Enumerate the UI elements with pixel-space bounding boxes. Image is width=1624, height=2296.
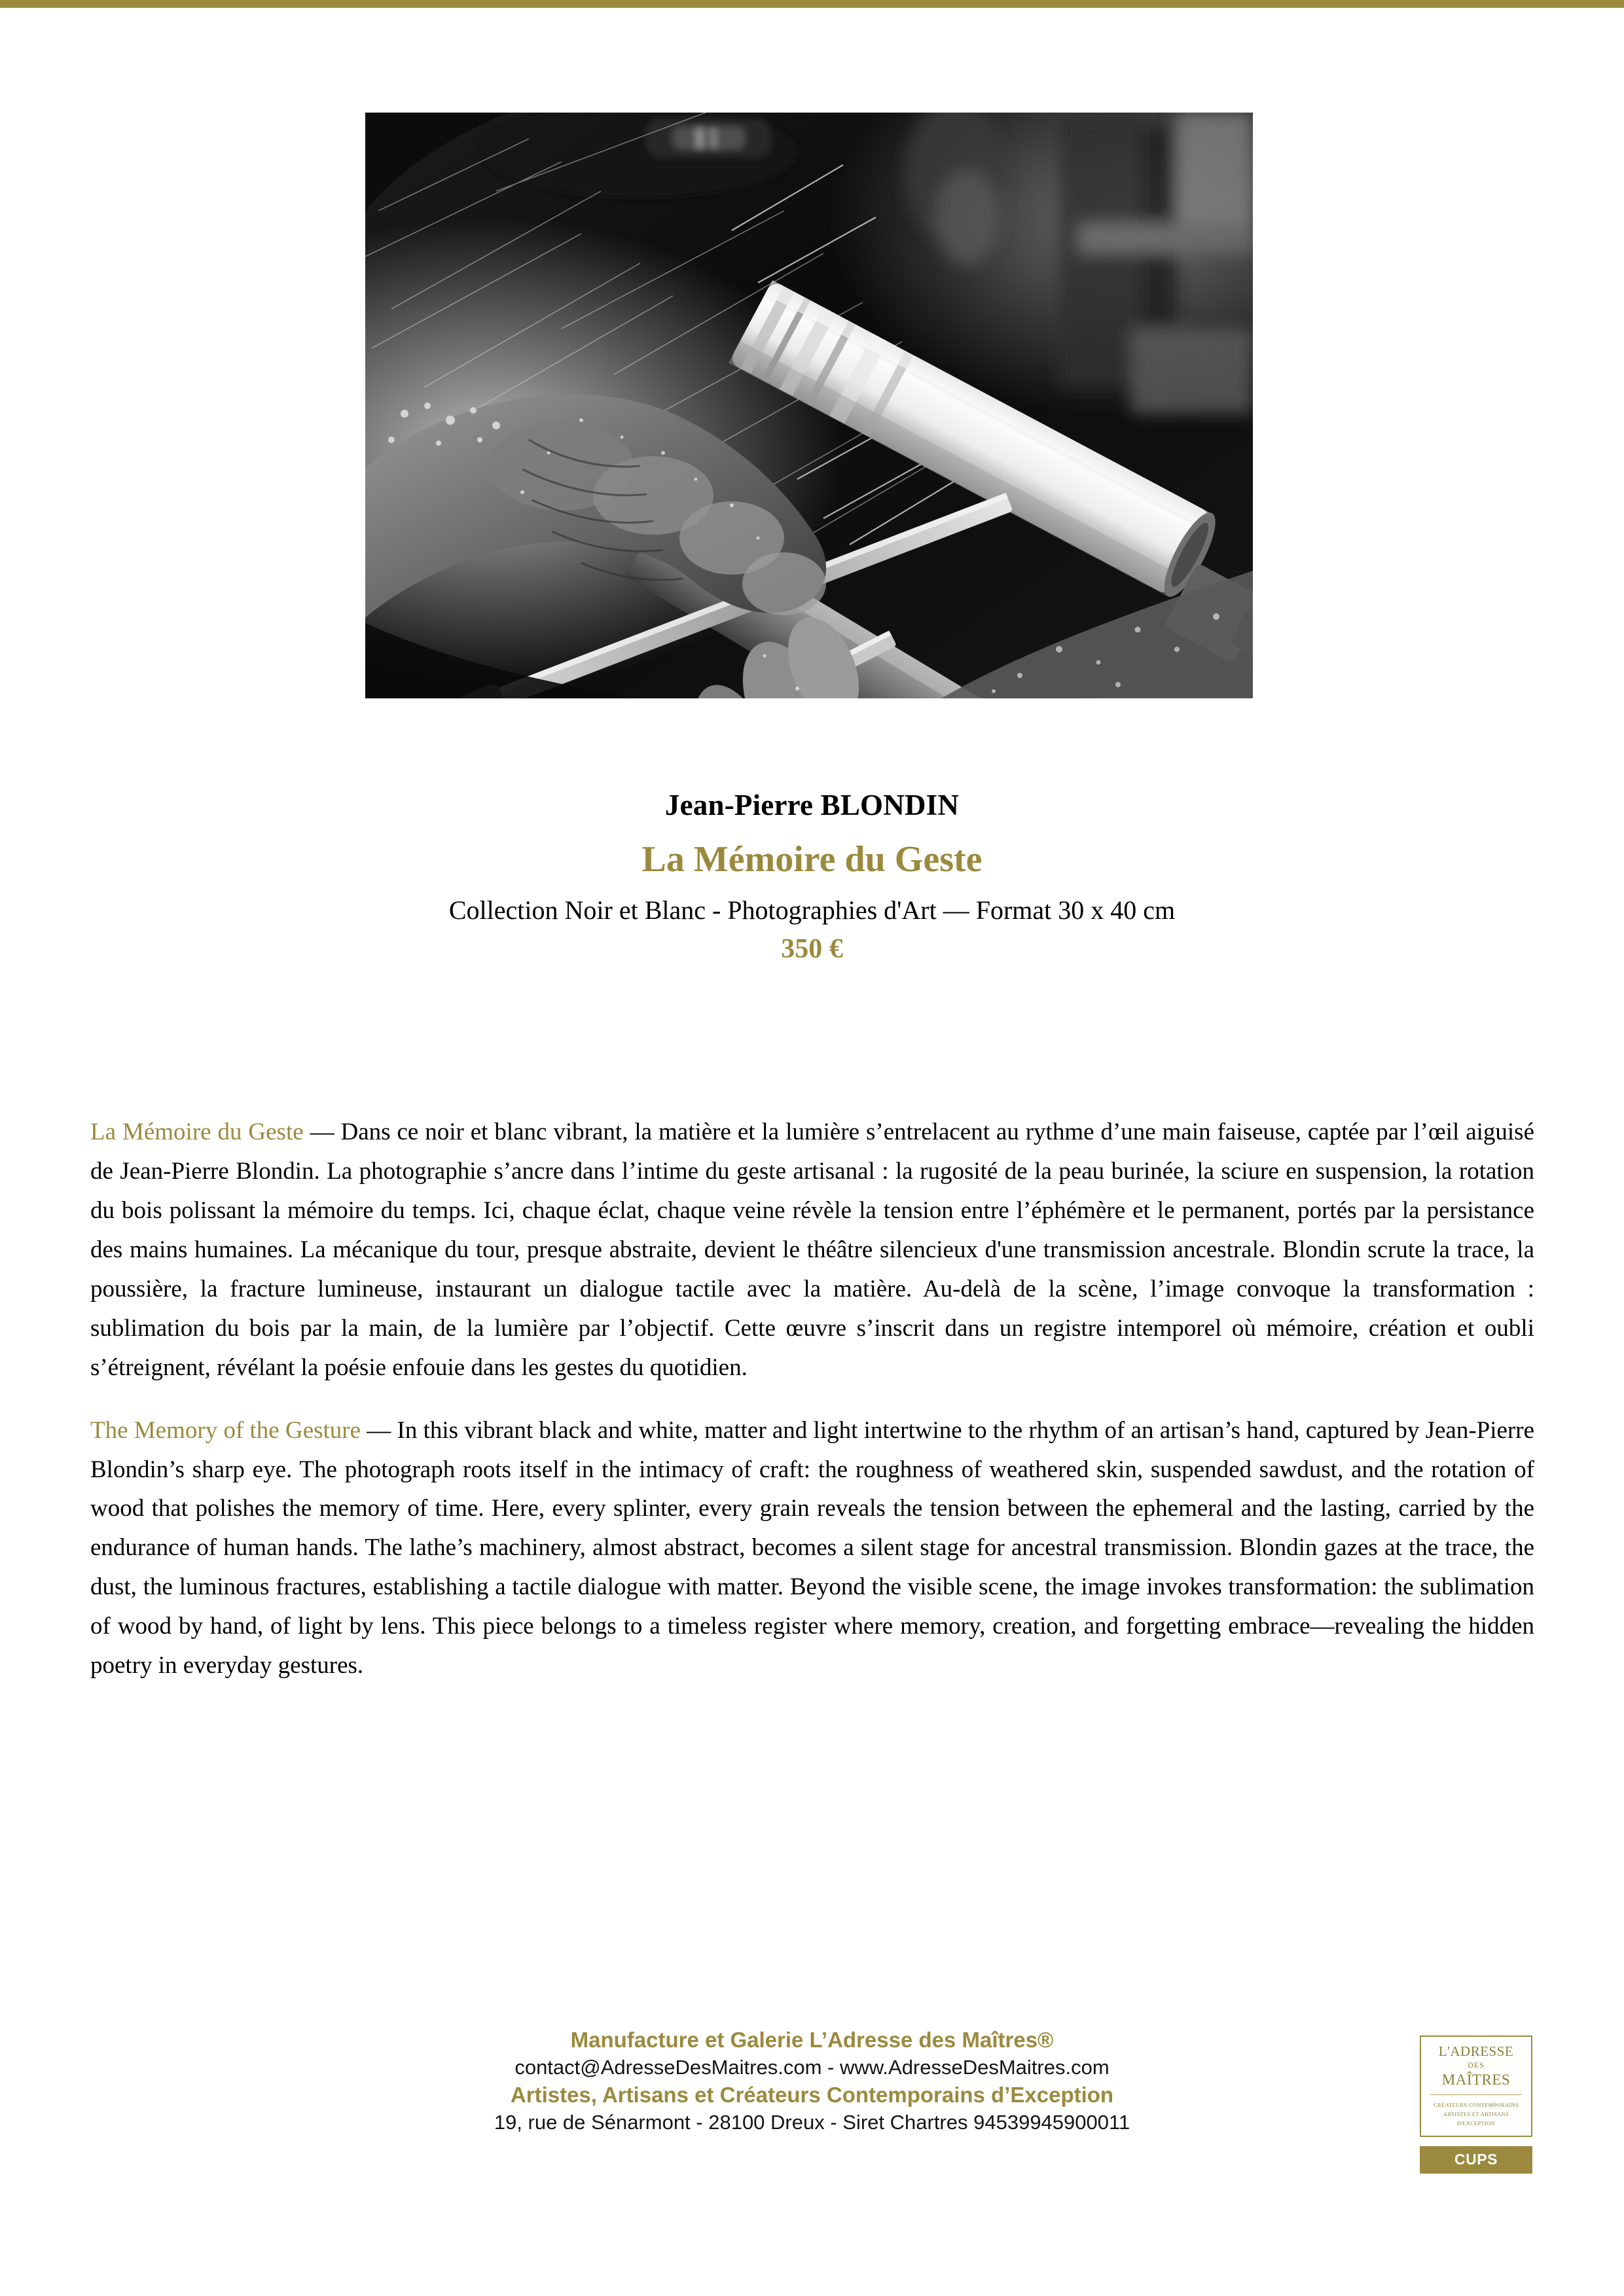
page-footer [0,2026,1624,2136]
description-lead-in-en: The Memory of the Gesture [90,1416,361,1444]
footer-tagline: Artistes, Artisans et Créateurs Contemporains d’Exception [510,2083,1114,2108]
artwork-heading [0,789,1624,966]
description-separator-fr: — [303,1119,341,1145]
brand-logo-line3: MAÎTRES [1441,2072,1511,2089]
artwork-subtitle: Collection Noir et Blanc - Photographies d'Art — Format 30 x 40 cm [448,895,1176,925]
description-lead-in-fr: La Mémoire du Geste [90,1119,304,1145]
description-paragraph-fr [90,1113,1534,1388]
brand-logo-line2: DES [1468,2060,1485,2070]
artist-name: Jean-Pierre BLONDIN [664,789,960,821]
description-body-en: In this vibrant black and white, matter and light intertwine to the rhythm of an artisan’s hand, captured by Jean-Pierre Blondin’s sharp eye. The photograph roots itself in the intimacy of craft: the roughness of weathered skin, suspended sawdust, and the rotation of wood that polishes the memory of time. Here, every splinter, every grain reveals the tension between the ephemeral and the lasting, carried by the endurance of human hands. The lathe’s machinery, almost abstract, becomes a silent stage for ancestral transmission. Blondin gazes at the trace, the dust, the luminous fractures, establishing a tactile dialogue with matter. Beyond the visible scene, the image invokes transformation: the sublimation of wood by hand, of light by lens. This piece belongs to a timeless register where memory, creation, and forgetting embrace—revealing the hidden poetry in everyday gestures. [90,1416,1535,1679]
description-paragraph-en [90,1411,1534,1686]
top-gold-rule [0,0,1624,8]
page-title: La Mémoire du Geste [641,838,983,880]
brand-logo-sub2: ARTISTES ET ARTISANS [1443,2110,1509,2117]
artwork-photograph-image [365,113,1253,698]
brand-logo-sub1: CRÉATEURS CONTEMPORAINS [1434,2101,1519,2108]
artwork-price: 350 € [781,934,843,965]
brand-logo-sub3: D'EXCEPTION [1456,2119,1496,2126]
brand-logo-box [1420,2036,1532,2137]
footer-address: 19, rue de Sénarmont - 28100 Dreux - Siret Chartres 94539945900011 [494,2111,1130,2134]
artwork-photograph [365,113,1253,698]
brand-logo-line1: L'ADRESSE [1438,2043,1514,2059]
brand-logo-stack [1420,2036,1532,2174]
description-separator-en: — [361,1416,397,1444]
brand-logo-divider [1430,2094,1522,2095]
cups-badge: CUPS [1420,2146,1532,2174]
description-section [90,1113,1534,1685]
description-body-fr: Dans ce noir et blanc vibrant, la matière et la lumière s’entrelacent au rythme d’une main faiseuse, captée par l’œil aiguisé de Jean-Pierre Blondin. La photographie s’ancre dans l’intime du geste artisanal : la rugosité de la peau burinée, la sciure en suspension, la rotation du bois polissant la mémoire du temps. Ici, chaque éclat, chaque veine révèle la tension entre l’éphémère et le permanent, portés par la persistance des mains humaines. La mécanique du tour, presque abstraite, devient le théâtre silencieux d'une transmission ancestrale. Blondin scrute la trace, la poussière, la fracture lumineuse, instaurant un dialogue tactile avec la matière. Au-delà de la scène, l’image convoque la transformation : sublimation du bois par la main, de la lumière par l’objectif. Cette œuvre s’inscrit dans un registre intemporel où mémoire, création et oubli s’étreignent, révélant la poésie enfouie dans les gestes du quotidien. [90,1119,1535,1381]
footer-company-name: Manufacture et Galerie L’Adresse des Maîtres® [570,2028,1054,2052]
footer-contact[interactable]: contact@AdresseDesMaitres.com - www.AdresseDesMaitres.com [514,2055,1110,2079]
